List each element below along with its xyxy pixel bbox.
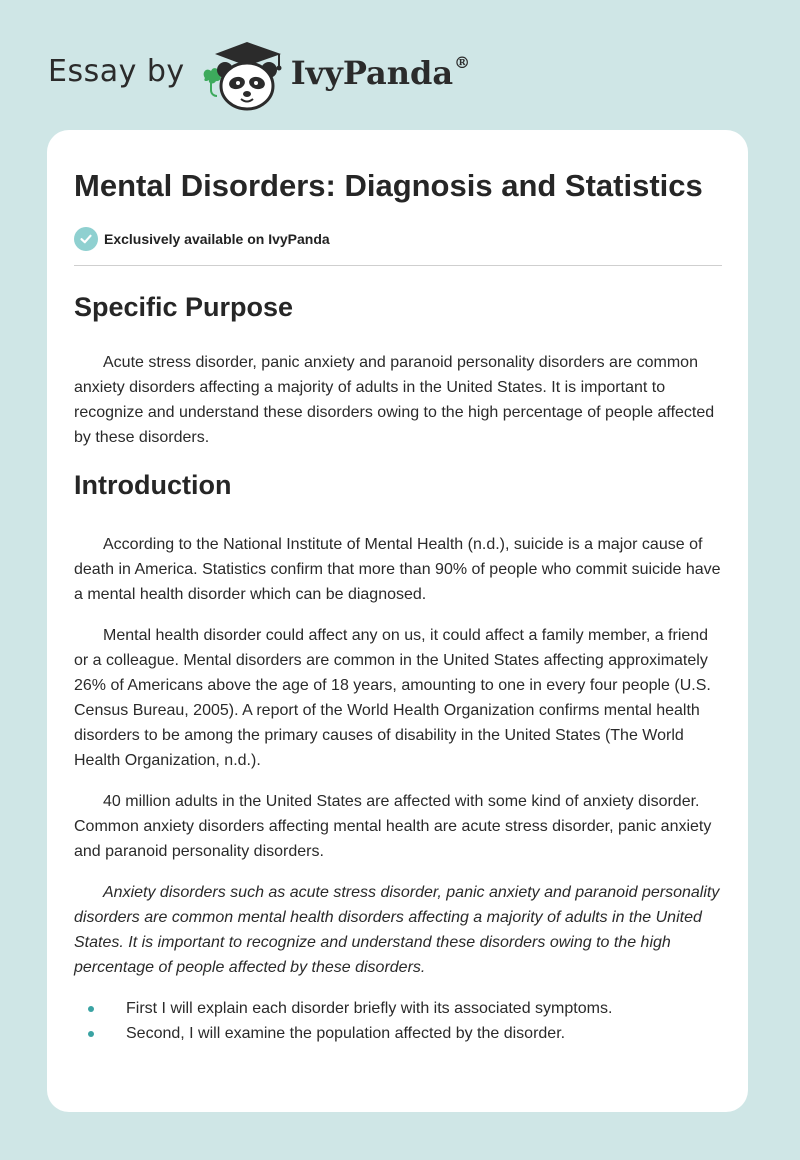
essay-by-label: Essay by (48, 53, 185, 89)
paragraph-intro-1: According to the National Institute of Mental Health (n.d.), suicide is a major cause of death in America. Statistics confirm that more than 90% of people who commit suicide have a mental health disorder which can be diagnosed. (74, 536, 721, 603)
divider (74, 265, 722, 266)
section-heading-introduction: Introduction (74, 470, 232, 500)
panda-graduation-cap-icon[interactable] (199, 34, 287, 114)
essay-card (47, 130, 748, 1112)
preview-list (74, 996, 722, 1046)
site-header (48, 34, 470, 114)
bullet-dot-icon (88, 1006, 94, 1012)
essay-title: Mental Disorders: Diagnosis and Statistics (74, 168, 703, 203)
check-icon (74, 227, 98, 251)
paragraph-intro-3: 40 million adults in the United States are affected with some kind of anxiety disorder. Common anxiety disorders affecting mental health are acute stress disorder, panic anxiety and paranoid personality disorders. (74, 793, 712, 860)
paragraph-intro-2: Mental health disorder could affect any on us, it could affect a family member, a friend or a colleague. Mental disorders are common in the United States affecting approximately 26% of Americans above the age of 18 years, amounting to one in every four people (U.S. Census Bureau, 2005). A report of the World Health Organization confirms mental health disorders to be among the primary causes of disability in the United States (The World Health Organization, n.d.). (74, 627, 711, 769)
thesis-statement: Anxiety disorders such as acute stress disorder, panic anxiety and paranoid personality disorders are common mental health disorders affecting a majority of adults in the United States. It is important to recognize and understand these disorders owing to the high percentage of people affected by these disorders. (74, 884, 720, 976)
exclusive-notice (74, 226, 722, 252)
brand-name[interactable]: IvyPanda® (290, 53, 471, 92)
list-item (74, 1021, 722, 1046)
list-item-text: Second, I will examine the population affected by the disorder. (126, 1025, 566, 1042)
paragraph-specific-purpose: Acute stress disorder, panic anxiety and paranoid personality disorders are common anxiety disorders affecting a majority of adults in the United States. It is important to recognize and understand these disorders owing to the high percentage of people affected by these disorders. (74, 354, 715, 446)
registered-mark: ® (454, 53, 471, 73)
list-item (74, 996, 722, 1021)
section-heading-specific-purpose: Specific Purpose (74, 292, 294, 322)
list-item-text: First I will explain each disorder briefly with its associated symptoms. (126, 1000, 613, 1017)
exclusive-label: Exclusively available on IvyPanda (104, 231, 330, 247)
bullet-dot-icon (88, 1031, 94, 1037)
